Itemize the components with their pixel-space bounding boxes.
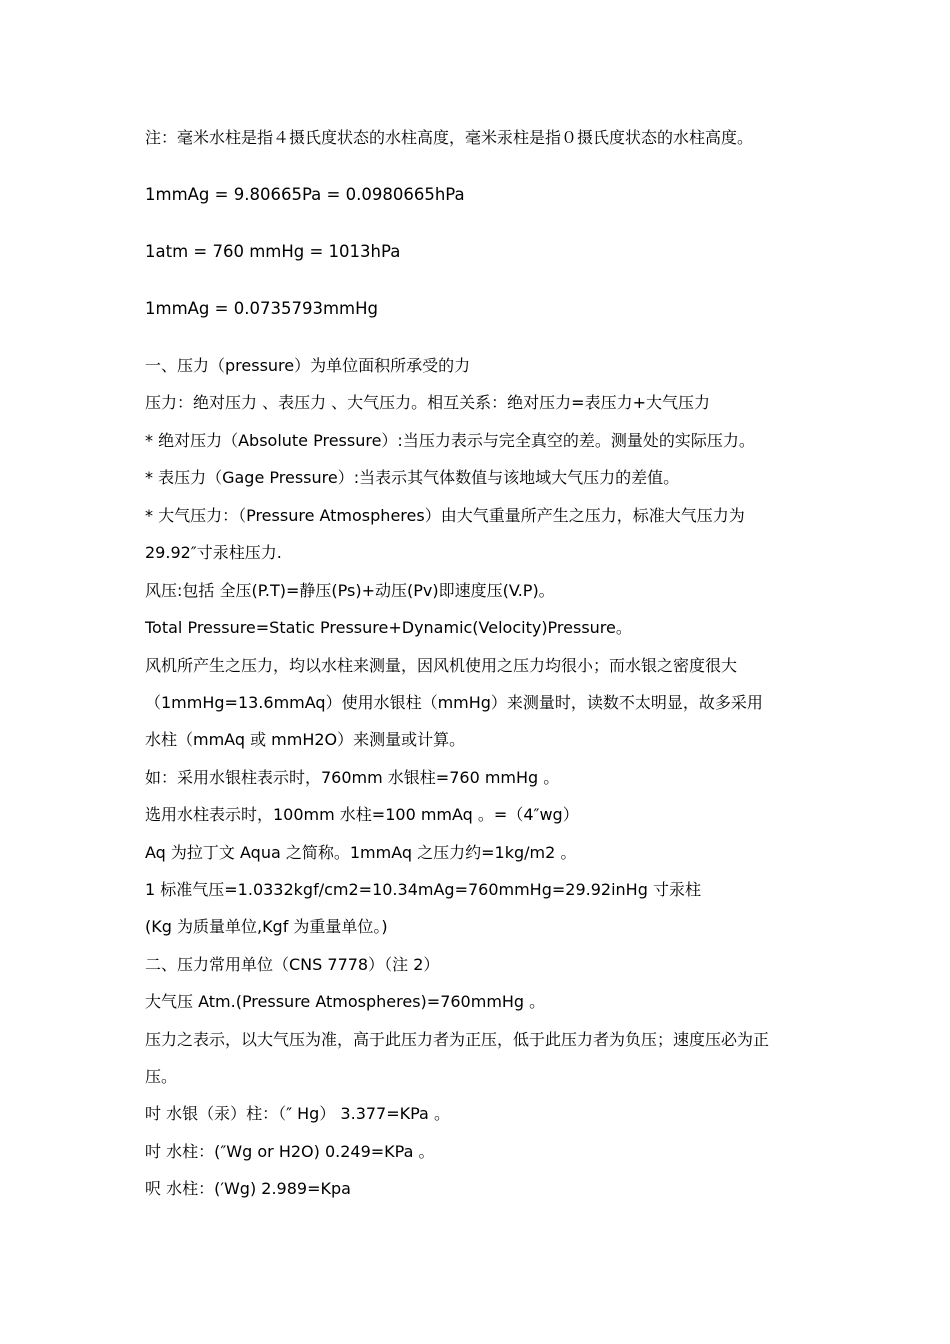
formula-line-3: 1mmAg = 0.0735793mmHg	[145, 299, 378, 318]
paragraph-line: 压力之表示，以大气压为准，高于此压力者为正压，低于此压力者为负压；速度压必为正	[145, 1030, 770, 1049]
paragraph-line: Total Pressure=Static Pressure+Dynamic(Velocity)Pressure。	[145, 618, 632, 637]
paragraph-line: 压力：绝对压力 、表压力 、大气压力。相互关系：绝对压力=表压力+大气压力	[145, 393, 710, 412]
formula-line-2: 1atm = 760 mmHg = 1013hPa	[145, 242, 401, 261]
bullet-gage-pressure: * 表压力（Gage Pressure）:当表示其气体数值与该地域大气压力的差值。	[145, 468, 680, 487]
section-heading-1: 一、压力（pressure）为单位面积所承受的力	[145, 356, 471, 375]
paragraph-line: 风机所产生之压力，均以水柱来测量，因风机使用之压力均很小；而水银之密度很大	[145, 656, 738, 675]
unit-line-inch-wg: 吋 水柱：(″Wg or H2O) 0.249=KPa 。	[145, 1142, 435, 1161]
note-line: 注：毫米水柱是指４摄氏度状态的水柱高度，毫米汞柱是指０摄氏度状态的水柱高度。	[145, 128, 754, 147]
formula-line-1: 1mmAg = 9.80665Pa = 0.0980665hPa	[145, 185, 465, 204]
paragraph-line: 风压:包括 全压(P.T)=静压(Ps)+动压(Pv)即速度压(V.P)。	[145, 581, 555, 600]
paragraph-line: 1 标准气压=1.0332kgf/cm2=10.34mAg=760mmHg=29.92inHg 寸汞柱	[145, 880, 701, 899]
paragraph-line: Aq 为拉丁文 Aqua 之简称。1mmAq 之压力约=1kg/m2 。	[145, 843, 577, 862]
paragraph-line: 水柱（mmAq 或 mmH2O）来测量或计算。	[145, 730, 466, 749]
section-heading-2: 二、压力常用单位（CNS 7778）（注 2）	[145, 955, 440, 974]
bullet-atmospheric-pressure: * 大气压力：（Pressure Atmospheres）由大气重量所产生之压力，标准大气压力为	[145, 506, 745, 525]
paragraph-line: 选用水柱表示时，100mm 水柱=100 mmAq 。=（4″wg）	[145, 805, 579, 824]
paragraph-line: 大气压 Atm.(Pressure Atmospheres)=760mmHg 。	[145, 992, 546, 1011]
paragraph-line: (Kg 为质量单位,Kgf 为重量单位。)	[145, 917, 388, 936]
unit-line-inch-hg: 吋 水银（汞）柱：（″ Hg） 3.377=KPa 。	[145, 1104, 450, 1123]
paragraph-line: （1mmHg=13.6mmAq）使用水银柱（mmHg）来测量时，读数不太明显，故多采用	[145, 693, 763, 712]
unit-line-foot-wg: 呎 水柱：(′Wg) 2.989=Kpa	[145, 1179, 351, 1198]
bullet-absolute-pressure: * 绝对压力（Absolute Pressure）:当压力表示与完全真空的差。测量处的实际压力。	[145, 431, 755, 450]
paragraph-line: 29.92″寸汞柱压力.	[145, 543, 282, 562]
paragraph-line: 压。	[145, 1067, 178, 1086]
paragraph-line: 如：采用水银柱表示时，760mm 水银柱=760 mmHg 。	[145, 768, 560, 787]
